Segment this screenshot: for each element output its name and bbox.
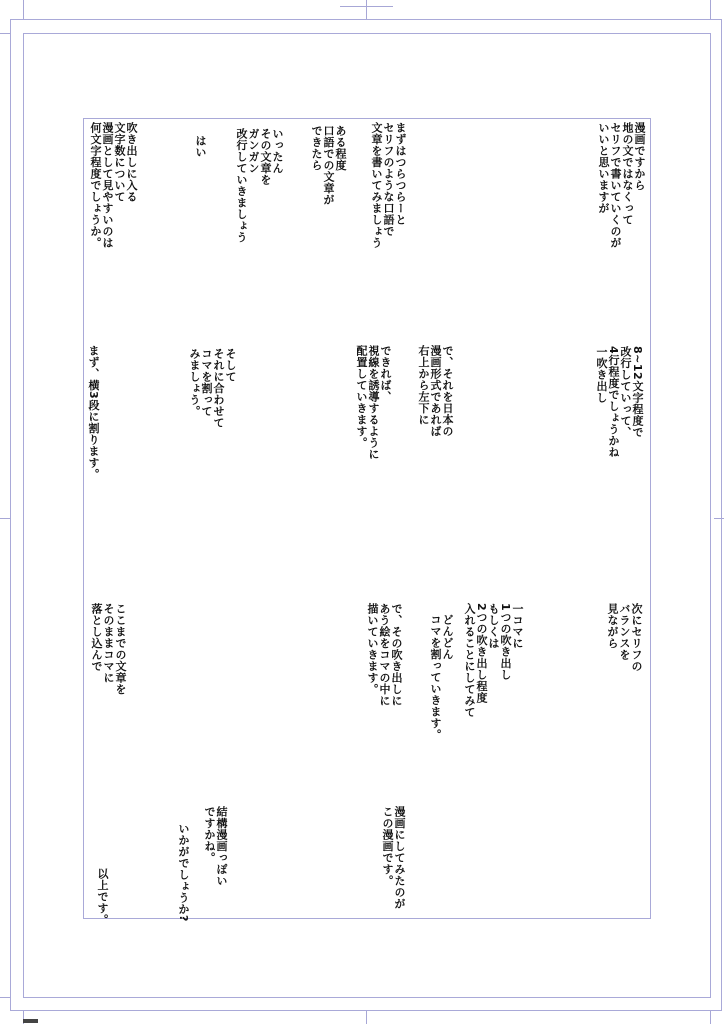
page-info-mark [23, 1019, 38, 1023]
dialogue-text: まずはつらつらーと セリフのような口語で 文章を書いてみましょう [370, 122, 407, 249]
dialogue-text: ここまでの文章を そのままコマに 落とし込んで [90, 603, 127, 695]
dialogue-text: そして それに合わせて コマを割って みましょう。 [188, 348, 237, 429]
crop-mark-left-mid [0, 33, 10, 34]
dialogue-text: どんどん コマを割っていきます。 [429, 614, 454, 741]
dialogue-text: いったん その文章を ガンガン 改行していきましょう [235, 128, 284, 243]
dialogue-text: ある程度 口語での文章が できたら [310, 125, 347, 206]
dialogue-text: 次にセリフの バランスを 見ながら [606, 603, 643, 672]
dialogue-text: できれば、 視線を誘導するように 配置していきます。 [355, 345, 392, 460]
crop-mark-right-top [710, 0, 711, 19]
crop-mark-bottom-center [366, 1010, 367, 1024]
dialogue-text: で、その吹き出しに あう絵をコマの中に 描いていきます。 [366, 603, 403, 707]
dialogue-text: 8~12文字程度で 改行していって、 4行程度でしょうかね 一吹き出し [595, 346, 644, 458]
dialogue-text: まず、横3段に割ります。 [87, 345, 100, 480]
dialogue-text: はい [194, 135, 207, 158]
dialogue-text: 漫画ですから 地の文ではなくって セリフで書いていくのが いいと思いますが [597, 122, 646, 249]
dialogue-text: 結構漫画っぽい ですかね。 [203, 806, 228, 887]
center-mark-left [0, 518, 10, 519]
crop-mark-left-top [23, 0, 24, 19]
crop-mark-bottom-right [710, 1010, 711, 1024]
center-crop-mark-horizontal [340, 6, 393, 7]
dialogue-text: 吹き出しに入る 文字数について 漫画として見やすいのは 何文字程度でしょうか。 [89, 122, 138, 249]
dialogue-text: 以上です。 [96, 868, 109, 926]
crop-mark-left-bottom [0, 997, 10, 998]
panel-frame [83, 118, 651, 919]
dialogue-text: 漫画にしてみたのが この漫画です。 [381, 806, 406, 910]
dialogue-text: で、それを日本の 漫画形式であれば 右上から左下に [417, 345, 454, 437]
dialogue-text: いかがでしょうか? [177, 823, 190, 922]
dialogue-text: 一コマに 1つの吹き出し もしくは 2つの吹き出し程度 入れることにしてみて [463, 603, 524, 718]
center-crop-mark-vertical [366, 0, 367, 19]
